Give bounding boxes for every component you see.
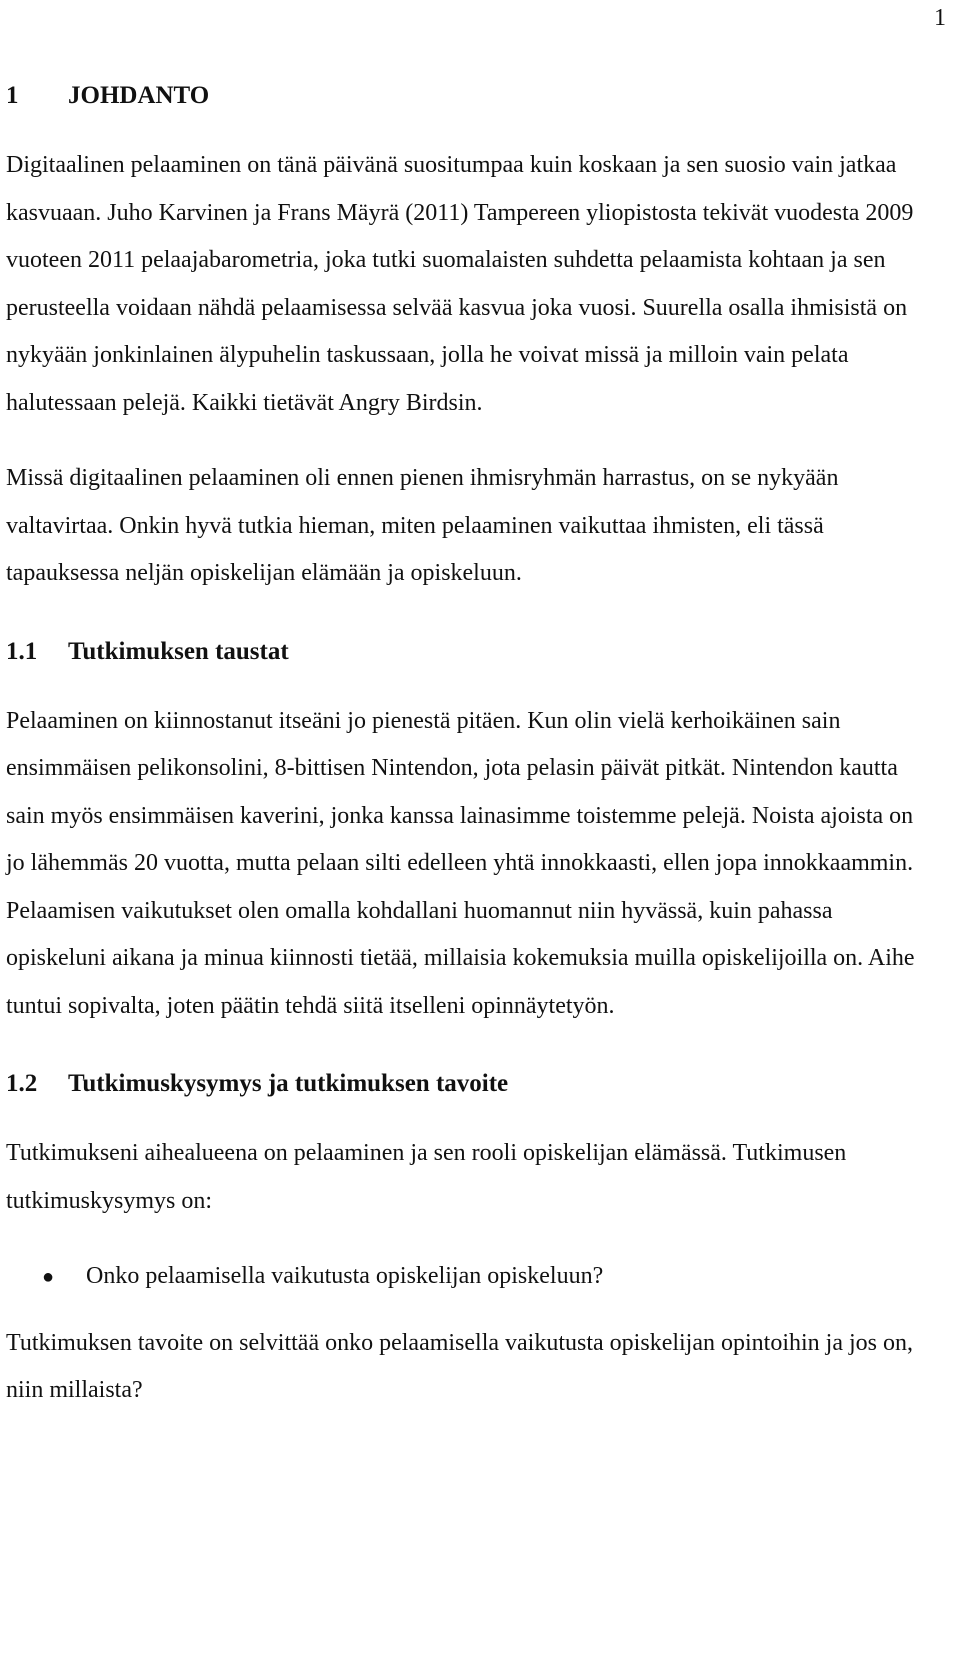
section-title: Tutkimuskysymys ja tutkimuksen tavoite — [68, 1070, 509, 1097]
section-number: 1.1 — [6, 637, 38, 665]
research-question: Onko pelaamisella vaikutusta opiskelijan opiskeluun? — [86, 1263, 604, 1289]
section-heading-1 — [6, 78, 936, 114]
page-number: 1 — [934, 5, 946, 31]
bullet-icon: ● — [42, 1266, 55, 1288]
section-title: Tutkimuksen taustat — [68, 637, 289, 665]
paragraph-intro-2: Missä digitaalinen pelaaminen oli ennen pienen ihmisryhmän harrastus, on se nykyään valtavirtaa. Onkin hyvä tutkia hieman, miten pelaaminen vaikuttaa ihmisten, eli tässä tapauksessa neljän opiskelijan elämään ja opiskeluun. — [6, 465, 839, 586]
paragraph-research-topic: Tutkimukseni aihealueena on pelaaminen ja sen rooli opiskelijan elämässä. Tutkimusen tutkimuskysymys on: — [6, 1140, 847, 1214]
list-item — [6, 1253, 936, 1302]
section-heading-1-2 — [6, 1066, 936, 1102]
section-heading-1-1 — [6, 634, 936, 670]
paragraph-intro-1: Digitaalinen pelaaminen on tänä päivänä suositumpaa kuin koskaan ja sen suosio vain jatkaa kasvuaan. Juho Karvinen ja Frans Mäyrä (2011) Tampereen yliopistosta tekivät vuodesta 2009 vuoteen 2011 pelaajabarometria, joka tutki suomalaisten suhdetta pelaamista kohtaan ja sen perusteella voidaan nähdä pelaamisessa selvää kasvua joka vuosi. Suurella osalla ihmisistä on nykyään jonkinlainen älypuhelin taskussaan, jolla he voivat missä ja milloin vain pelata halutessaan pelejä. Kaikki tietävät Angry Birdsin. — [6, 152, 914, 416]
section-title: JOHDANTO — [68, 82, 210, 109]
document-body — [6, 78, 936, 1415]
section-number: 1 — [6, 82, 19, 109]
paragraph-research-goal: Tutkimuksen tavoite on selvittää onko pelaamisella vaikutusta opiskelijan opintoihin ja jos on, niin millaista? — [6, 1329, 913, 1403]
research-question-list — [6, 1253, 936, 1302]
section-number: 1.2 — [6, 1070, 38, 1097]
paragraph-background: Pelaaminen on kiinnostanut itseäni jo pienestä pitäen. Kun olin vielä kerhoikäinen sain ensimmäisen pelikonsolini, 8-bittisen Nintendon, jota pelasin päivät pitkät. Nintendon kautta sain myös ensimmäisen kaverini, jonka kanssa lainasimme toistemme pelejä. Noista ajoista on jo lähemmäs 20 vuotta, mutta pelaan silti edelleen yhtä innokkaasti, ellen jopa innokkaammin. Pelaamisen vaikutukset olen omalla kohdallani huomannut niin hyvässä, kuin pahassa opiskeluni aikana ja minua kiinnosti tietää, millaisia kokemuksia muilla opiskelijoilla on. Aihe tuntui sopivalta, joten päätin tehdä siitä itselleni opinnäytetyön. — [6, 707, 915, 1019]
